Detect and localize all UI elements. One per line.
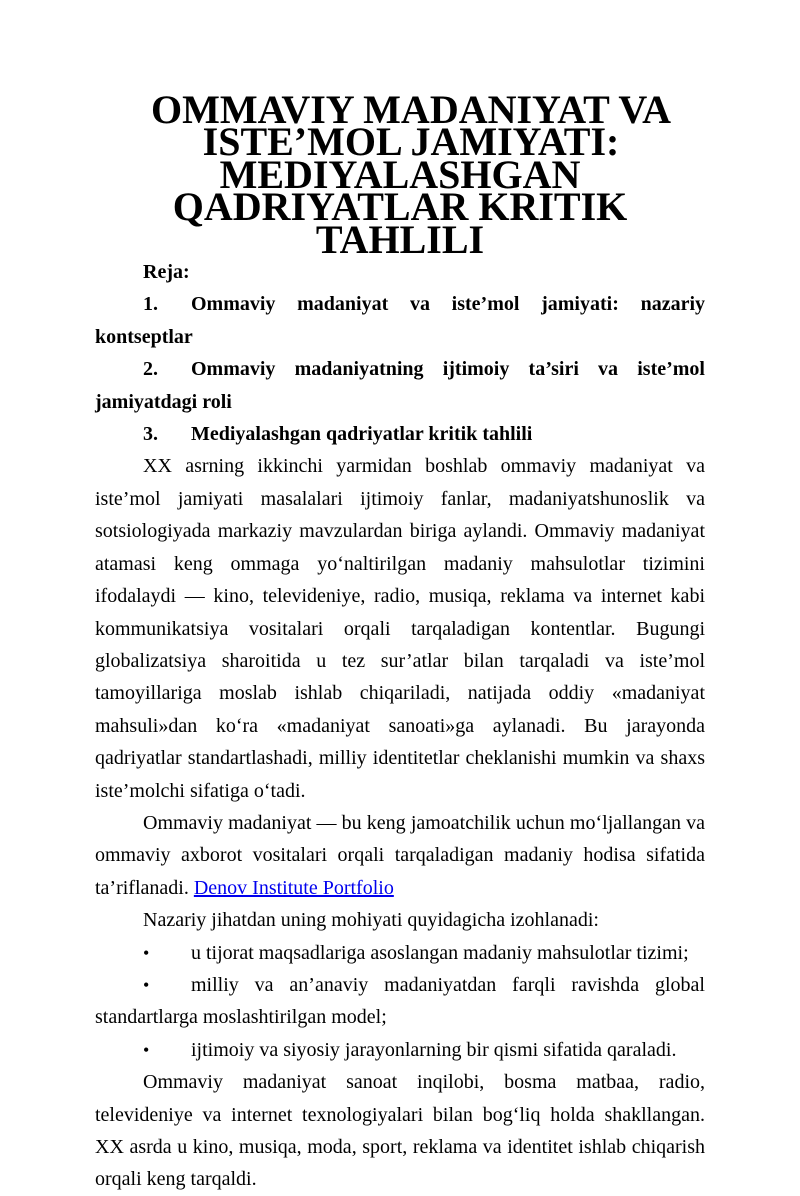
bullet-marker: •	[143, 942, 150, 963]
title-line-2: MEDIYALASHGAN QADRIYATLAR KRITIK TAHLILI	[172, 151, 628, 262]
bullet-item-3-text: ijtimoiy va siyosiy jarayonlarning bir qismi sifatida qaraladi.	[191, 1038, 677, 1061]
bullet-item-3	[95, 1034, 705, 1066]
document-title	[95, 87, 705, 262]
plan-item-3-label: Mediyalashgan qadriyatlar kritik tahlili	[191, 423, 533, 446]
bullet-item-2	[95, 969, 705, 1034]
paragraph-theory-lead: Nazariy jihatdan uning mohiyati quyidagicha izohlanadi:	[143, 909, 599, 932]
bullet-item-1	[95, 937, 705, 969]
bullet-item-2-text: milliy va an’anaviy madaniyatdan farqli ravishda global standartlarga moslashtirilgan model;	[95, 973, 705, 1029]
title-line-1: OMMAVIY MADANIYAT VA ISTE’MOL JAMIYATI:	[150, 87, 672, 165]
plan-item-2-number: 2.	[143, 358, 158, 381]
bullet-marker: •	[143, 974, 150, 995]
document-content	[95, 87, 705, 1196]
bullet-marker: •	[143, 1039, 150, 1060]
plan-item-3	[95, 418, 705, 450]
plan-item-1-number: 1.	[143, 293, 158, 316]
denov-institute-portfolio-link[interactable]: Denov Institute Portfolio	[193, 876, 394, 899]
plan-item-3-number: 3.	[143, 423, 158, 446]
paragraph-definition	[95, 807, 705, 904]
plan-item-1	[95, 288, 705, 353]
plan-item-1-label: Ommaviy madaniyat va iste’mol jamiyati: nazariy kontseptlar	[95, 293, 705, 348]
bullet-item-1-text: u tijorat maqsadlariga asoslangan madaniy mahsulotlar tizimi;	[191, 941, 689, 964]
paragraph-history: Ommaviy madaniyat sanoat inqilobi, bosma matbaa, radio, televideniye va internet texnologiyalari bilan bogʻliq holda shakllangan. XX asrda u kino, musiqa, moda, sport, reklama va identitet ishlab chiqarish orqali keng tarqaldi.	[95, 1071, 705, 1191]
plan-item-2-label: Ommaviy madaniyatning ijtimoiy ta’siri va iste’mol jamiyatdagi roli	[95, 358, 705, 413]
plan-heading: Reja:	[143, 261, 190, 284]
paragraph-definition-text: Ommaviy madaniyat — bu keng jamoatchilik uchun moʻljallangan va ommaviy axborot vositalari orqali tarqaladigan madaniy hodisa sifatida ta’riflanadi.	[95, 811, 705, 899]
plan-item-2	[95, 353, 705, 418]
paragraph-intro: XX asrning ikkinchi yarmidan boshlab ommaviy madaniyat va iste’mol jamiyati masalalari ijtimoiy fanlar, madaniyatshunoslik va sotsiologiyada markaziy mavzulardan biriga aylandi. Ommaviy madaniyat atamasi keng ommaga yoʻnaltirilgan madaniy mahsulotlar tizimini ifodalaydi — kino, televideniye, radio, musiqa, reklama va internet kabi kommunikatsiya vositalari orqali tarqaladigan kontentlar. Bugungi globalizatsiya sharoitida u tez sur’atlar bilan tarqaladi va iste’mol tamoyillariga moslab ishlab chiqariladi, natijada oddiy «madaniyat mahsuli»dan koʻra «madaniyat sanoati»ga aylanadi. Bu jarayonda qadriyatlar standartlashadi, milliy identitetlar cheklanishi mumkin va shaxs iste’molchi sifatiga oʻtadi.	[95, 455, 705, 802]
